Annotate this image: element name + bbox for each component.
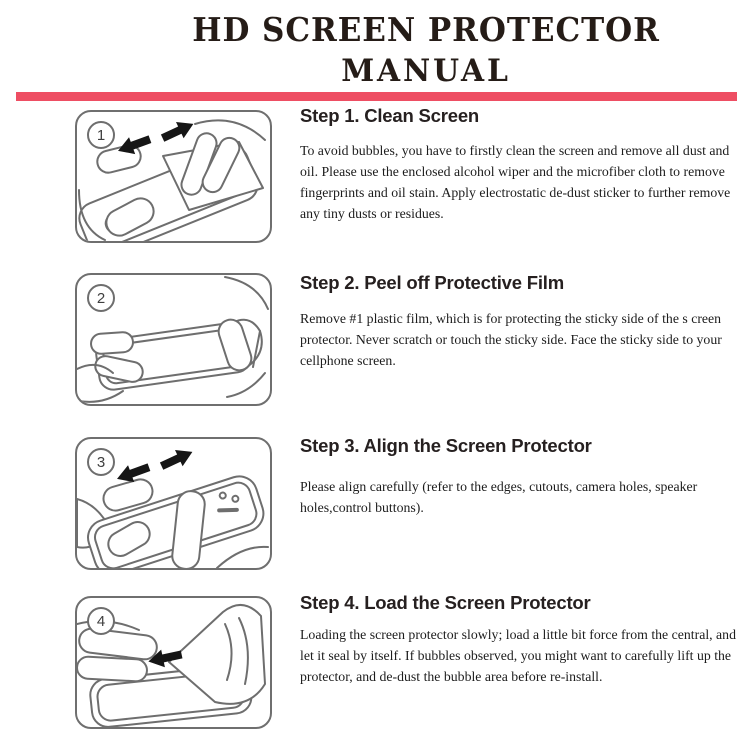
- press-protector-illustration: [77, 598, 270, 727]
- align-protector-illustration: [77, 439, 270, 568]
- step3-illustration-box: [75, 437, 272, 570]
- step-number-badge: [88, 449, 114, 475]
- align-motion-arrows-icon: [114, 444, 196, 488]
- title-line-2: MANUAL: [341, 53, 511, 89]
- palm-curve: [227, 373, 265, 397]
- step-number-badge: [88, 285, 114, 311]
- step-number-badge: [88, 608, 114, 634]
- step-number: 4: [96, 613, 106, 630]
- step2-illustration-box: [75, 273, 272, 406]
- title-line-1: HD SCREEN PROTECTOR: [192, 10, 660, 49]
- step-number: 3: [96, 454, 106, 471]
- page-title: [102, 10, 750, 88]
- step3-heading: Step 3. Align the Screen Protector: [300, 435, 592, 456]
- finger: [77, 656, 148, 682]
- step1-heading: Step 1. Clean Screen: [300, 105, 480, 126]
- palm-curve: [79, 391, 123, 402]
- step4-illustration-box: [75, 596, 272, 729]
- palm-curve: [217, 547, 268, 568]
- step2-heading: Step 2. Peel off Protective Film: [300, 272, 564, 293]
- step-number-badge: [88, 122, 114, 148]
- step3-body: Please align carefully (refer to the edges, cutouts, camera holes, speaker holes,control buttons).: [300, 479, 698, 515]
- step2-body: Remove #1 plastic film, which is for protecting the sticky side of the s creen protector. Never scratch or touch the sticky side. Face the sticky side to your cellphone screen.: [300, 311, 722, 368]
- step-number: 2: [96, 290, 106, 307]
- finger: [78, 627, 158, 660]
- step1-illustration-box: [75, 110, 272, 243]
- step4-body: Loading the screen protector slowly; load a little bit force from the central, and let it seal by itself. If bubbles observed, you might want to carefully lift up the protector, and de-dust the bubble area before re-install.: [300, 627, 736, 684]
- peel-film-illustration: [77, 275, 270, 404]
- title-divider: [16, 92, 737, 101]
- hand-back-curve: [225, 277, 268, 309]
- wipe-phone-illustration: [77, 112, 270, 241]
- step4-heading: Step 4. Load the Screen Protector: [300, 592, 591, 613]
- thumb: [90, 332, 133, 355]
- step1-body: To avoid bubbles, you have to firstly clean the screen and remove all dust and oil. Please use the enclosed alcohol wiper and the microfiber cloth to remove fingerprints and oil stain. Apply electrostatic de-dust sticker to further remove any tiny dusts or residues.: [300, 143, 731, 221]
- step-number: 1: [96, 127, 106, 144]
